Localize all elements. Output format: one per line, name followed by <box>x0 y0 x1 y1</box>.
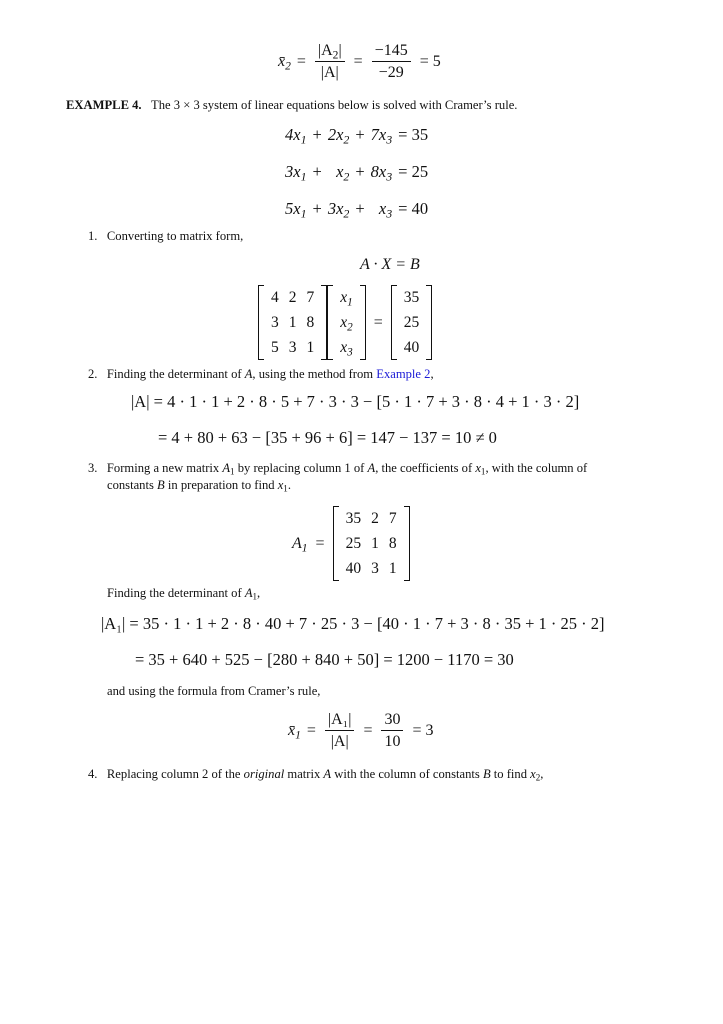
matrix-A: 4 2 7 3 1 8 5 3 1 <box>258 285 327 360</box>
step-3-text-line-2: constants B in preparation to find $x_1$. <box>107 478 291 494</box>
example-label: EXAMPLE 4. <box>66 98 142 112</box>
example-heading <box>66 97 517 113</box>
matrix-A1-definition: $A_1$ = 35 2 7 25 1 8 40 3 1 <box>292 506 410 581</box>
cramer-formula-text: and using the formula from Cramer’s rule, <box>107 684 321 698</box>
x1-fraction-2: $\frac{30}{10}$ <box>381 709 403 752</box>
vector-X: $x_1$ $x_2$ $x_3$ <box>327 285 365 360</box>
step-4-text: 4. Replacing column 2 of the original matrix A with the column of constants B to find $x_2$, <box>88 767 544 783</box>
matrix-A1: 35 2 7 25 1 8 40 3 1 <box>333 506 410 581</box>
det-A1-intro: Finding the determinant of $A_1$, <box>107 586 261 602</box>
step-2-text: 2. Finding the determinant of A, using the method from Example 2, <box>88 367 434 381</box>
x2-symbol: $x̄_2$ <box>278 52 291 72</box>
step-3-text-line-1: 3. Forming a new matrix $A_1$ by replacing column 1 of A, the coefficients of $x_1$, with the column of <box>88 461 588 477</box>
example-2-link[interactable]: Example 2 <box>376 367 431 381</box>
det-A-line-1: |A| = 4 · 1 · 1 + 2 · 8 · 5 + 7 · 3 · 3 − [5 · 1 · 7 + 3 · 8 · 4 + 1 · 3 · 2] <box>131 392 580 411</box>
det-A-line-2: = 4 + 80 + 63 − [35 + 96 + 6] = 147 − 137 = 10 ≠ 0 <box>158 428 497 447</box>
x2-fraction-1: $\frac{|A_2|}{|A|}$ <box>315 40 345 83</box>
x1-fraction-1: $\frac{\text{|A₁|}}{|A|}$ <box>325 709 355 752</box>
system-row: $3x_1$ + $x_2$ + $8x_3$ = 25 <box>285 161 429 184</box>
det-A1-line-1: |A₁| = 35 · 1 · 1 + 2 · 8 · 40 + 7 · 25 · 3 − [40 · 1 · 7 + 3 · 8 · 35 + 1 · 25 · 2] <box>101 614 605 633</box>
vector-B: 35 25 40 <box>391 285 433 360</box>
det-A1-line-2: = 35 + 640 + 525 − [280 + 840 + 50] = 1200 − 1170 = 30 <box>135 650 514 669</box>
x2-result: = 5 <box>419 52 441 70</box>
example-text: The 3 × 3 system of linear equations below is solved with Cramer’s rule. <box>151 98 518 112</box>
step-1-text: 1. Converting to matrix form, <box>88 229 244 243</box>
equation-system <box>285 116 428 227</box>
x2-formula: $x̄_2$ = $\frac{|A_2|}{|A|}$ = $\frac{-145}{-29}$ = 5 <box>278 40 447 83</box>
x2-fraction-2: $\frac{-145}{-29}$ <box>372 40 411 83</box>
system-row: $5x_1$ + $3x_2$ + $x_3$ = 40 <box>285 198 429 221</box>
system-row: $4x_1$ + $2x_2$ + $7x_3$ = 35 <box>285 124 429 147</box>
matrix-equation: A · X = B <box>360 256 420 273</box>
x1-formula: $x̄_1$ = $\frac{\text{|A₁|}}{|A|}$ = $\frac{30}{10}$ = 3 <box>288 709 440 752</box>
x1-result: = 3 <box>412 721 434 739</box>
matrix-form: 4 2 7 3 1 8 5 3 1 $x_1$ $x_2$ $x_3$ = 35 25 40 <box>258 285 432 360</box>
